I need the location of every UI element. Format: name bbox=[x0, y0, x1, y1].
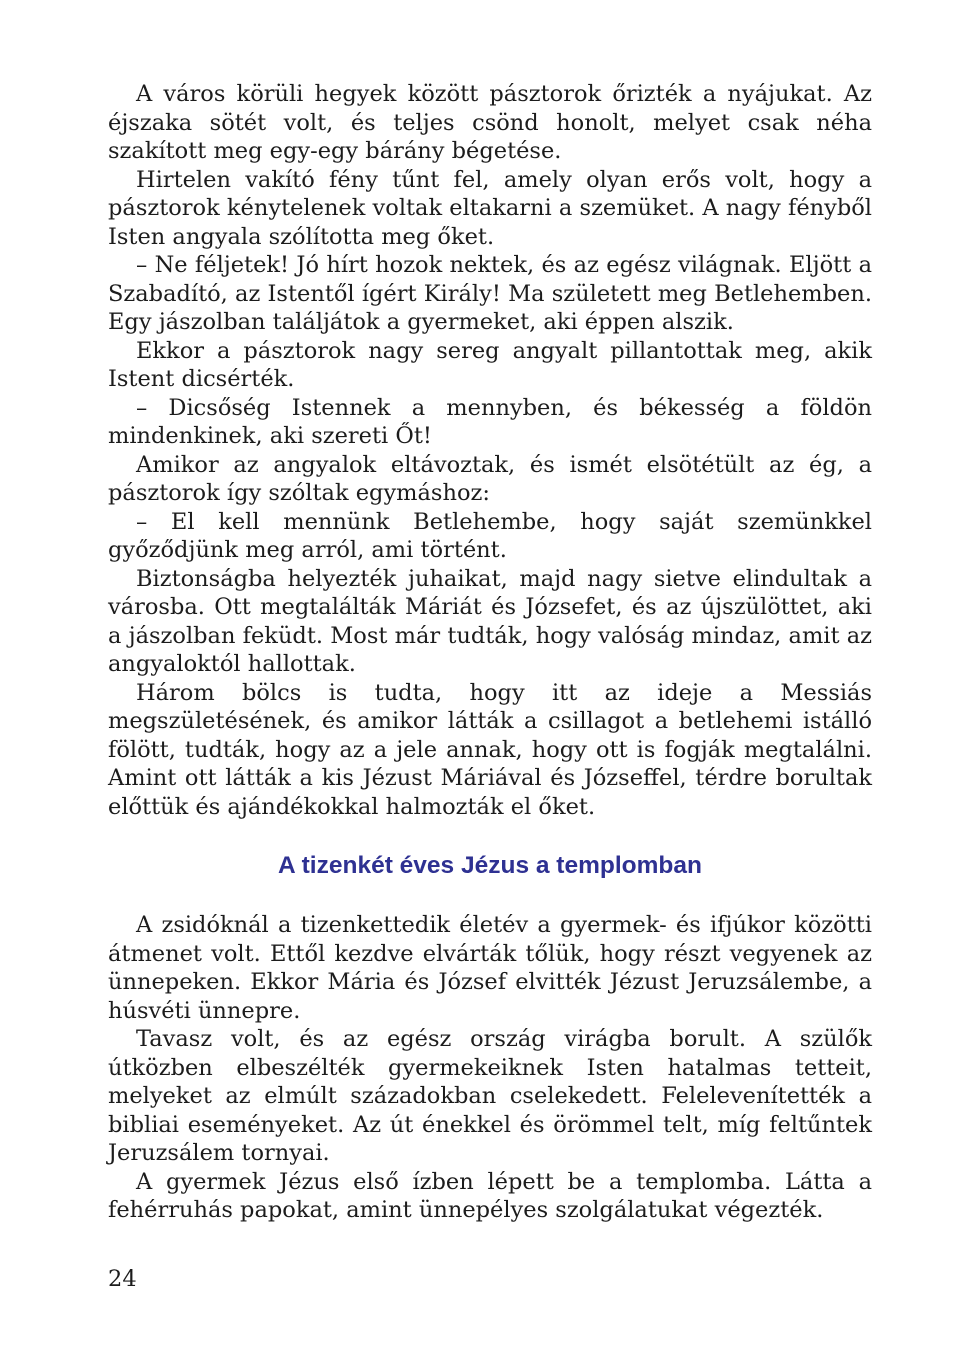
paragraph: – Ne féljetek! Jó hírt hozok nektek, és az egész világnak. Eljött a Szabadító, az Istentől ígért Király! Ma született meg Betlehemben. Egy jászolban találjátok a gyermeket, aki éppen alszik. bbox=[108, 252, 872, 335]
paragraph: A zsidóknál a tizenkettedik életév a gyermek- és ifjúkor közötti átmenet volt. Ettől kezdve elvárták tőlük, hogy részt vegyenek az ünnepeken. Ekkor Mária és József elvitték Jézust Jeruzsálembe, a húsvéti ünnepre. bbox=[108, 912, 872, 1024]
paragraph: A gyermek Jézus első ízben lépett be a templomba. Látta a fehérruhás papokat, amint ünnepélyes szolgálatukat végezték. bbox=[108, 1168, 872, 1223]
section-shepherds bbox=[108, 80, 872, 821]
section-heading: A tizenkét éves Jézus a templomban bbox=[278, 852, 702, 879]
paragraph: Ekkor a pásztorok nagy sereg angyalt pillantottak meg, akik Istent dicsérték. bbox=[108, 337, 872, 392]
section-temple bbox=[108, 911, 872, 1225]
paragraph: Biztonságba helyezték juhaikat, majd nagy sietve elindultak a városba. Ott megtalálták Máriát és Józsefet, és az újszülöttet, aki a jászolban feküdt. Most már tudták, hogy valóság mindaz, amit az angyaloktól hallottak. bbox=[108, 565, 872, 677]
paragraph: A város körüli hegyek között pásztorok őrizték a nyájukat. Az éjszaka sötét volt, és teljes csönd honolt, melyet csak néha szakított meg egy-egy bárány bégetése. bbox=[108, 81, 872, 164]
paragraph: Három bölcs is tudta, hogy itt az ideje a Messiás megszületésének, és amikor látták a csillagot a betlehemi istálló fölött, tudták, hogy az a jele annak, hogy ott is fogják megtalálni. Amint ott látták a kis Jézust Máriával és Józseffel, térdre borultak előttük és ajándékokkal halmozták el őket. bbox=[108, 679, 872, 820]
paragraph: Hirtelen vakító fény tűnt fel, amely olyan erős volt, hogy a pásztorok kénytelenek voltak eltakarni a szemüket. A nagy fényből Isten angyala szólította meg őket. bbox=[108, 166, 872, 250]
page-body bbox=[108, 80, 872, 1225]
paragraph: – Dicsőség Istennek a mennyben, és békesség a földön mindenkinek, aki szereti Őt! bbox=[108, 394, 872, 449]
paragraph: – El kell mennünk Betlehembe, hogy saját szemünkkel győződjünk meg arról, ami történt. bbox=[108, 508, 872, 563]
page-number: 24 bbox=[108, 1266, 137, 1292]
paragraph: Amikor az angyalok eltávoztak, és ismét elsötétült az ég, a pásztorok így szóltak egymáshoz: bbox=[108, 451, 872, 506]
paragraph: Tavasz volt, és az egész ország virágba borult. A szülők útközben elbeszélték gyermekeiknek Isten hatalmas tetteit, melyeket az elmúlt századokban cselekedett. Felelevenítették a bibliai eseményeket. Az út énekkel és örömmel telt, míg feltűntek Jeruzsálem tornyai. bbox=[108, 1026, 872, 1166]
